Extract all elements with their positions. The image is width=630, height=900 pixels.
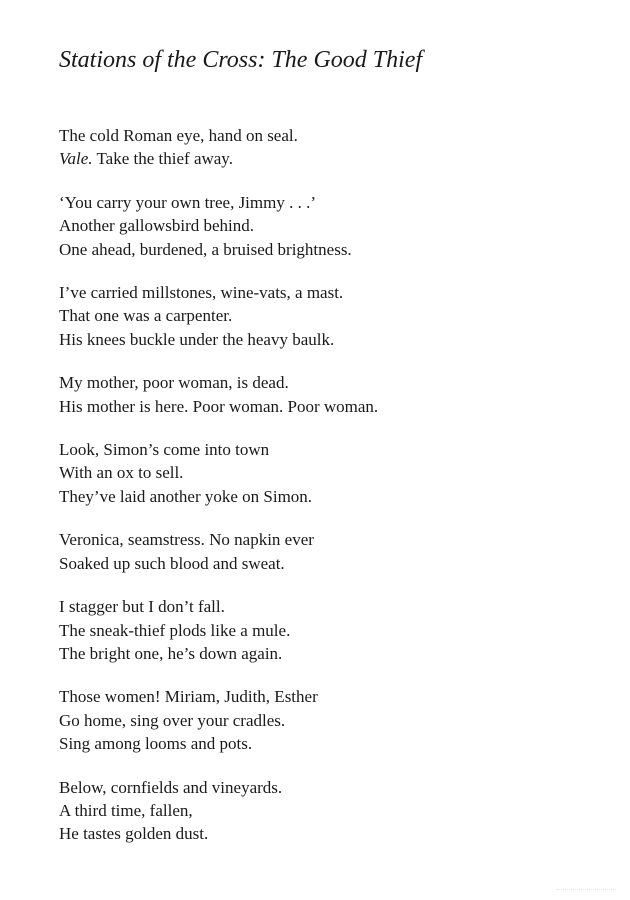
poem-line: One ahead, burdened, a bruised brightness. xyxy=(59,239,352,259)
poem-title: Stations of the Cross: The Good Thief xyxy=(59,47,423,73)
poem-line: The cold Roman eye, hand on seal. xyxy=(59,126,298,145)
faint-corner-mark xyxy=(556,889,616,894)
poem-line: His knees buckle under the heavy baulk. xyxy=(59,329,335,349)
poem-line: I stagger but I don’t fall. xyxy=(59,597,225,617)
poem-line: My mother, poor woman, is dead. xyxy=(59,373,289,393)
italic-word: Vale. xyxy=(59,149,93,169)
poem-line: That one was a carpenter. xyxy=(59,306,233,326)
poem-line: I’ve carried millstones, wine-vats, a mast. xyxy=(59,283,344,303)
stanza-5 xyxy=(59,438,579,508)
poem-line: The bright one, he’s down again. xyxy=(59,643,283,663)
stanza-1 xyxy=(59,124,579,171)
stanza-8 xyxy=(59,685,579,755)
poem-line: Veronica, seamstress. No napkin ever xyxy=(59,530,314,550)
stanza-7 xyxy=(59,595,579,665)
stanza-9 xyxy=(59,776,579,846)
poem-line: His mother is here. Poor woman. Poor woman. xyxy=(59,396,379,416)
poem-line: Another gallowsbird behind. xyxy=(59,216,254,236)
poem-body xyxy=(59,124,579,866)
poem-line xyxy=(59,147,579,170)
poem-line: Those women! Miriam, Judith, Esther xyxy=(59,687,318,707)
poem-line: They’ve laid another yoke on Simon. xyxy=(59,486,313,506)
line-text: Take the thief away. xyxy=(96,149,233,169)
poem-line: He tastes golden dust. xyxy=(59,824,209,844)
poem-line: Sing among looms and pots. xyxy=(59,734,253,754)
stanza-2 xyxy=(59,191,579,261)
stanza-3 xyxy=(59,281,579,351)
poem-line: Look, Simon’s come into town xyxy=(59,440,270,460)
poem-line: The sneak-thief plods like a mule. xyxy=(59,620,291,640)
poem-line: With an ox to sell. xyxy=(59,463,184,483)
poem-line: Soaked up such blood and sweat. xyxy=(59,553,285,573)
poem-line: Below, cornfields and vineyards. xyxy=(59,777,283,797)
poem-line: A third time, fallen, xyxy=(59,800,193,820)
stanza-4 xyxy=(59,371,579,418)
poem-line: ‘You carry your own tree, Jimmy . . .’ xyxy=(59,192,317,212)
stanza-6 xyxy=(59,528,579,575)
poem-line: Go home, sing over your cradles. xyxy=(59,710,286,730)
